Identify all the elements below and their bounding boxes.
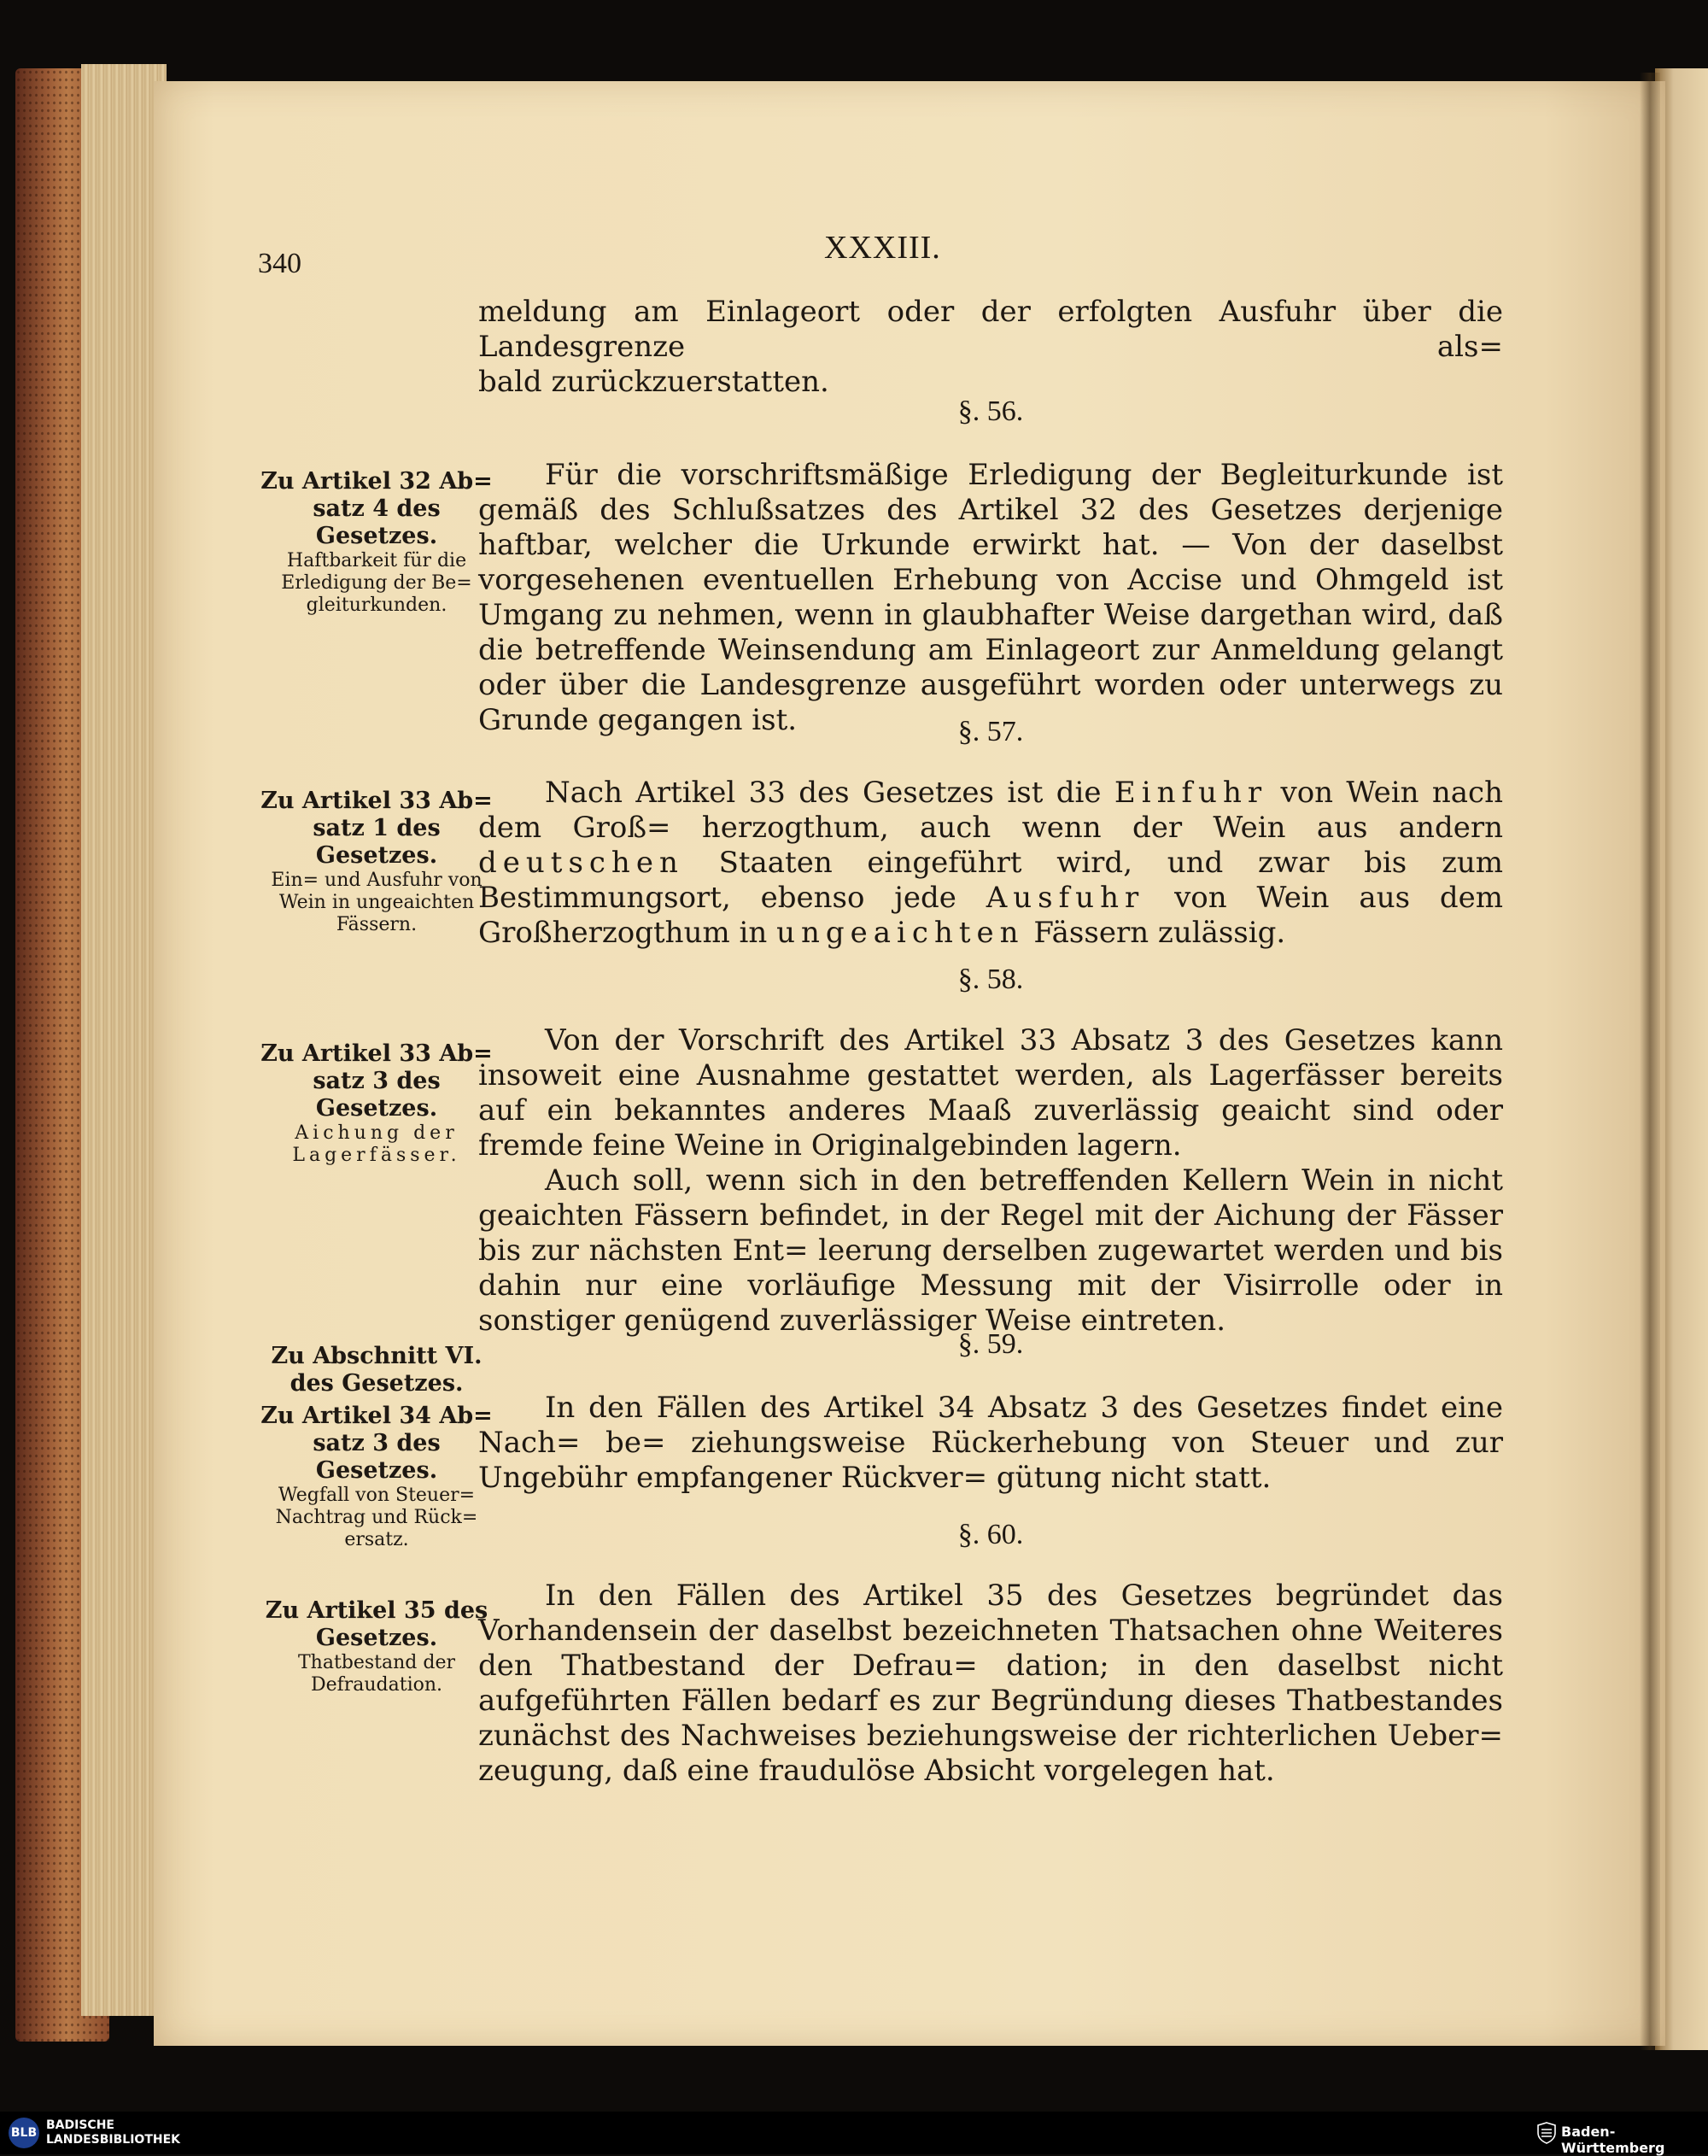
margin-note-heading: Zu Artikel 34 Ab= satz 3 des Gesetzes. xyxy=(260,1403,493,1484)
section-body-57 xyxy=(478,776,1503,951)
paragraph: Von der Vorschrift des Artikel 33 Absatz 3 des Gesetzes kann insoweit eine Ausnahme gestattet werden, als Lagerfässer bereits auf ein bekanntes anderes Maaß zuverlässig geaicht sind oder fremde feine Weine in Originalgebinden lagern. xyxy=(478,1023,1503,1163)
margin-note-heading: Zu Artikel 33 Ab= satz 3 des Gesetzes. xyxy=(260,1040,493,1122)
page-gutter xyxy=(1640,73,1660,2050)
text-run: Nach Artikel 33 des Gesetzes ist die xyxy=(545,776,1102,810)
text-run: von Wein aus dem Großherzogthum in xyxy=(478,881,1504,950)
baden-wuerttemberg-crest-icon xyxy=(1537,2122,1556,2144)
emphasis-run: ungeaichten xyxy=(776,916,1025,950)
running-head: XXXIII. xyxy=(824,230,941,266)
emphasis-run: deutschen xyxy=(478,846,684,880)
intro-paragraph xyxy=(478,295,1503,400)
intro-line-1: meldung am Einlageort oder der erfolgten Ausfuhr über die Landesgrenze als= xyxy=(478,295,1503,364)
paragraph: In den Fällen des Artikel 34 Absatz 3 des Gesetzes findet eine Nach= be= ziehungsweise Rückerhebung von Steuer und zur Ungebühr empfangener Rückver= gütung nicht statt. xyxy=(478,1391,1503,1495)
margin-note-60 xyxy=(256,1597,497,1696)
margin-note-57 xyxy=(256,788,497,936)
intro-line-2: bald zurückzuerstatten. xyxy=(478,365,829,399)
margin-note-subject: Aichung der Lagerfässer. xyxy=(292,1122,461,1166)
section-body-60 xyxy=(478,1579,1503,1789)
margin-note-subject: Ein= und Ausfuhr von Wein in ungeaichten Fässern. xyxy=(271,870,483,935)
margin-note-subject: Thatbestand der Defraudation. xyxy=(297,1652,455,1696)
blb-logo-icon[interactable]: BLB xyxy=(9,2118,39,2148)
margin-note-subject: Haftbarkeit für die Erledigung der Be= gleiturkunden. xyxy=(281,550,472,616)
library-name xyxy=(46,2118,180,2147)
section-title-59: §. 59. xyxy=(957,1328,1024,1360)
margin-note-heading: Zu Artikel 32 Ab= satz 4 des Gesetzes. xyxy=(260,468,493,549)
margin-note-division: Zu Abschnitt VI. des Gesetzes. xyxy=(271,1343,483,1397)
section-title-56: §. 56. xyxy=(957,395,1024,427)
margin-note-58 xyxy=(256,1040,497,1167)
paragraph xyxy=(478,776,1503,951)
section-body-58 xyxy=(478,1023,1503,1339)
emphasis-run: Ausfuhr xyxy=(986,881,1145,915)
margin-note-59 xyxy=(256,1343,497,1551)
paragraph: Für die vorschriftsmäßige Erledigung der Begleiturkunde ist gemäß des Schlußsatzes des Artikel 32 des Gesetzes derjenige haftbar, welcher die Urkunde erwirkt hat. — Von der daselbst vorgesehenen eventuellen Erhebung von Accise und Ohmgeld ist Umgang zu nehmen, wenn in glaubhafter Weise dargethan wird, daß die betreffende Weinsendung am Einlageort zur Anmeldung gelangt oder über die Landesgrenze ausgeführt worden oder unterwegs zu Grunde gegangen ist. xyxy=(478,458,1503,737)
state-name[interactable]: Baden-Württemberg xyxy=(1561,2124,1665,2156)
emphasis-run: Einfuhr xyxy=(1114,776,1268,810)
library-name-line-1: BADISCHE xyxy=(46,2118,114,2132)
text-run: von Wein nach dem Groß= herzogthum, auch wenn der Wein aus andern xyxy=(478,776,1503,845)
paragraph: Auch soll, wenn sich in den betreffenden Kellern Wein in nicht geaichten Fässern befindet, in der Regel mit der Aichung der Fässer bis zur nächsten Ent= leerung derselben zugewartet werden und bis dahin nur eine vorläufige Messung mit der Visirrolle oder in sonstiger genügend zuverlässiger Weise eintreten. xyxy=(478,1163,1503,1338)
text-run: Fässern zulässig. xyxy=(1033,916,1286,950)
footer-bar xyxy=(0,2112,1708,2154)
paragraph: In den Fällen des Artikel 35 des Gesetzes begründet das Vorhandensein der daselbst bezeichneten Thatsachen ohne Weiteres den Thatbestand der Defrau= dation; in den daselbst nicht aufgeführten Fällen bedarf es zur Begründung dieses Thatbestandes zunächst des Nachweises beziehungsweise der richterlichen Ueber= zeugung, daß eine fraudulöse Absicht vorgelegen hat. xyxy=(478,1579,1503,1788)
margin-note-heading: Zu Artikel 33 Ab= satz 1 des Gesetzes. xyxy=(260,788,493,869)
page-number: 340 xyxy=(258,248,301,279)
margin-note-subject: Wegfall von Steuer= Nachtrag und Rück= ersatz. xyxy=(275,1485,478,1550)
section-title-58: §. 58. xyxy=(957,964,1024,995)
library-name-line-2: LANDESBIBLIOTHEK xyxy=(46,2133,181,2147)
text-run: Staaten eingeführt wird, und zwar bis zum Bestimmungsort, ebenso jede xyxy=(478,846,1504,915)
section-body-56 xyxy=(478,458,1503,738)
margin-note-56 xyxy=(256,468,497,617)
section-title-60: §. 60. xyxy=(957,1519,1024,1550)
section-body-59 xyxy=(478,1391,1503,1496)
section-title-57: §. 57. xyxy=(957,716,1024,747)
margin-note-heading: Zu Artikel 35 des Gesetzes. xyxy=(265,1597,488,1651)
